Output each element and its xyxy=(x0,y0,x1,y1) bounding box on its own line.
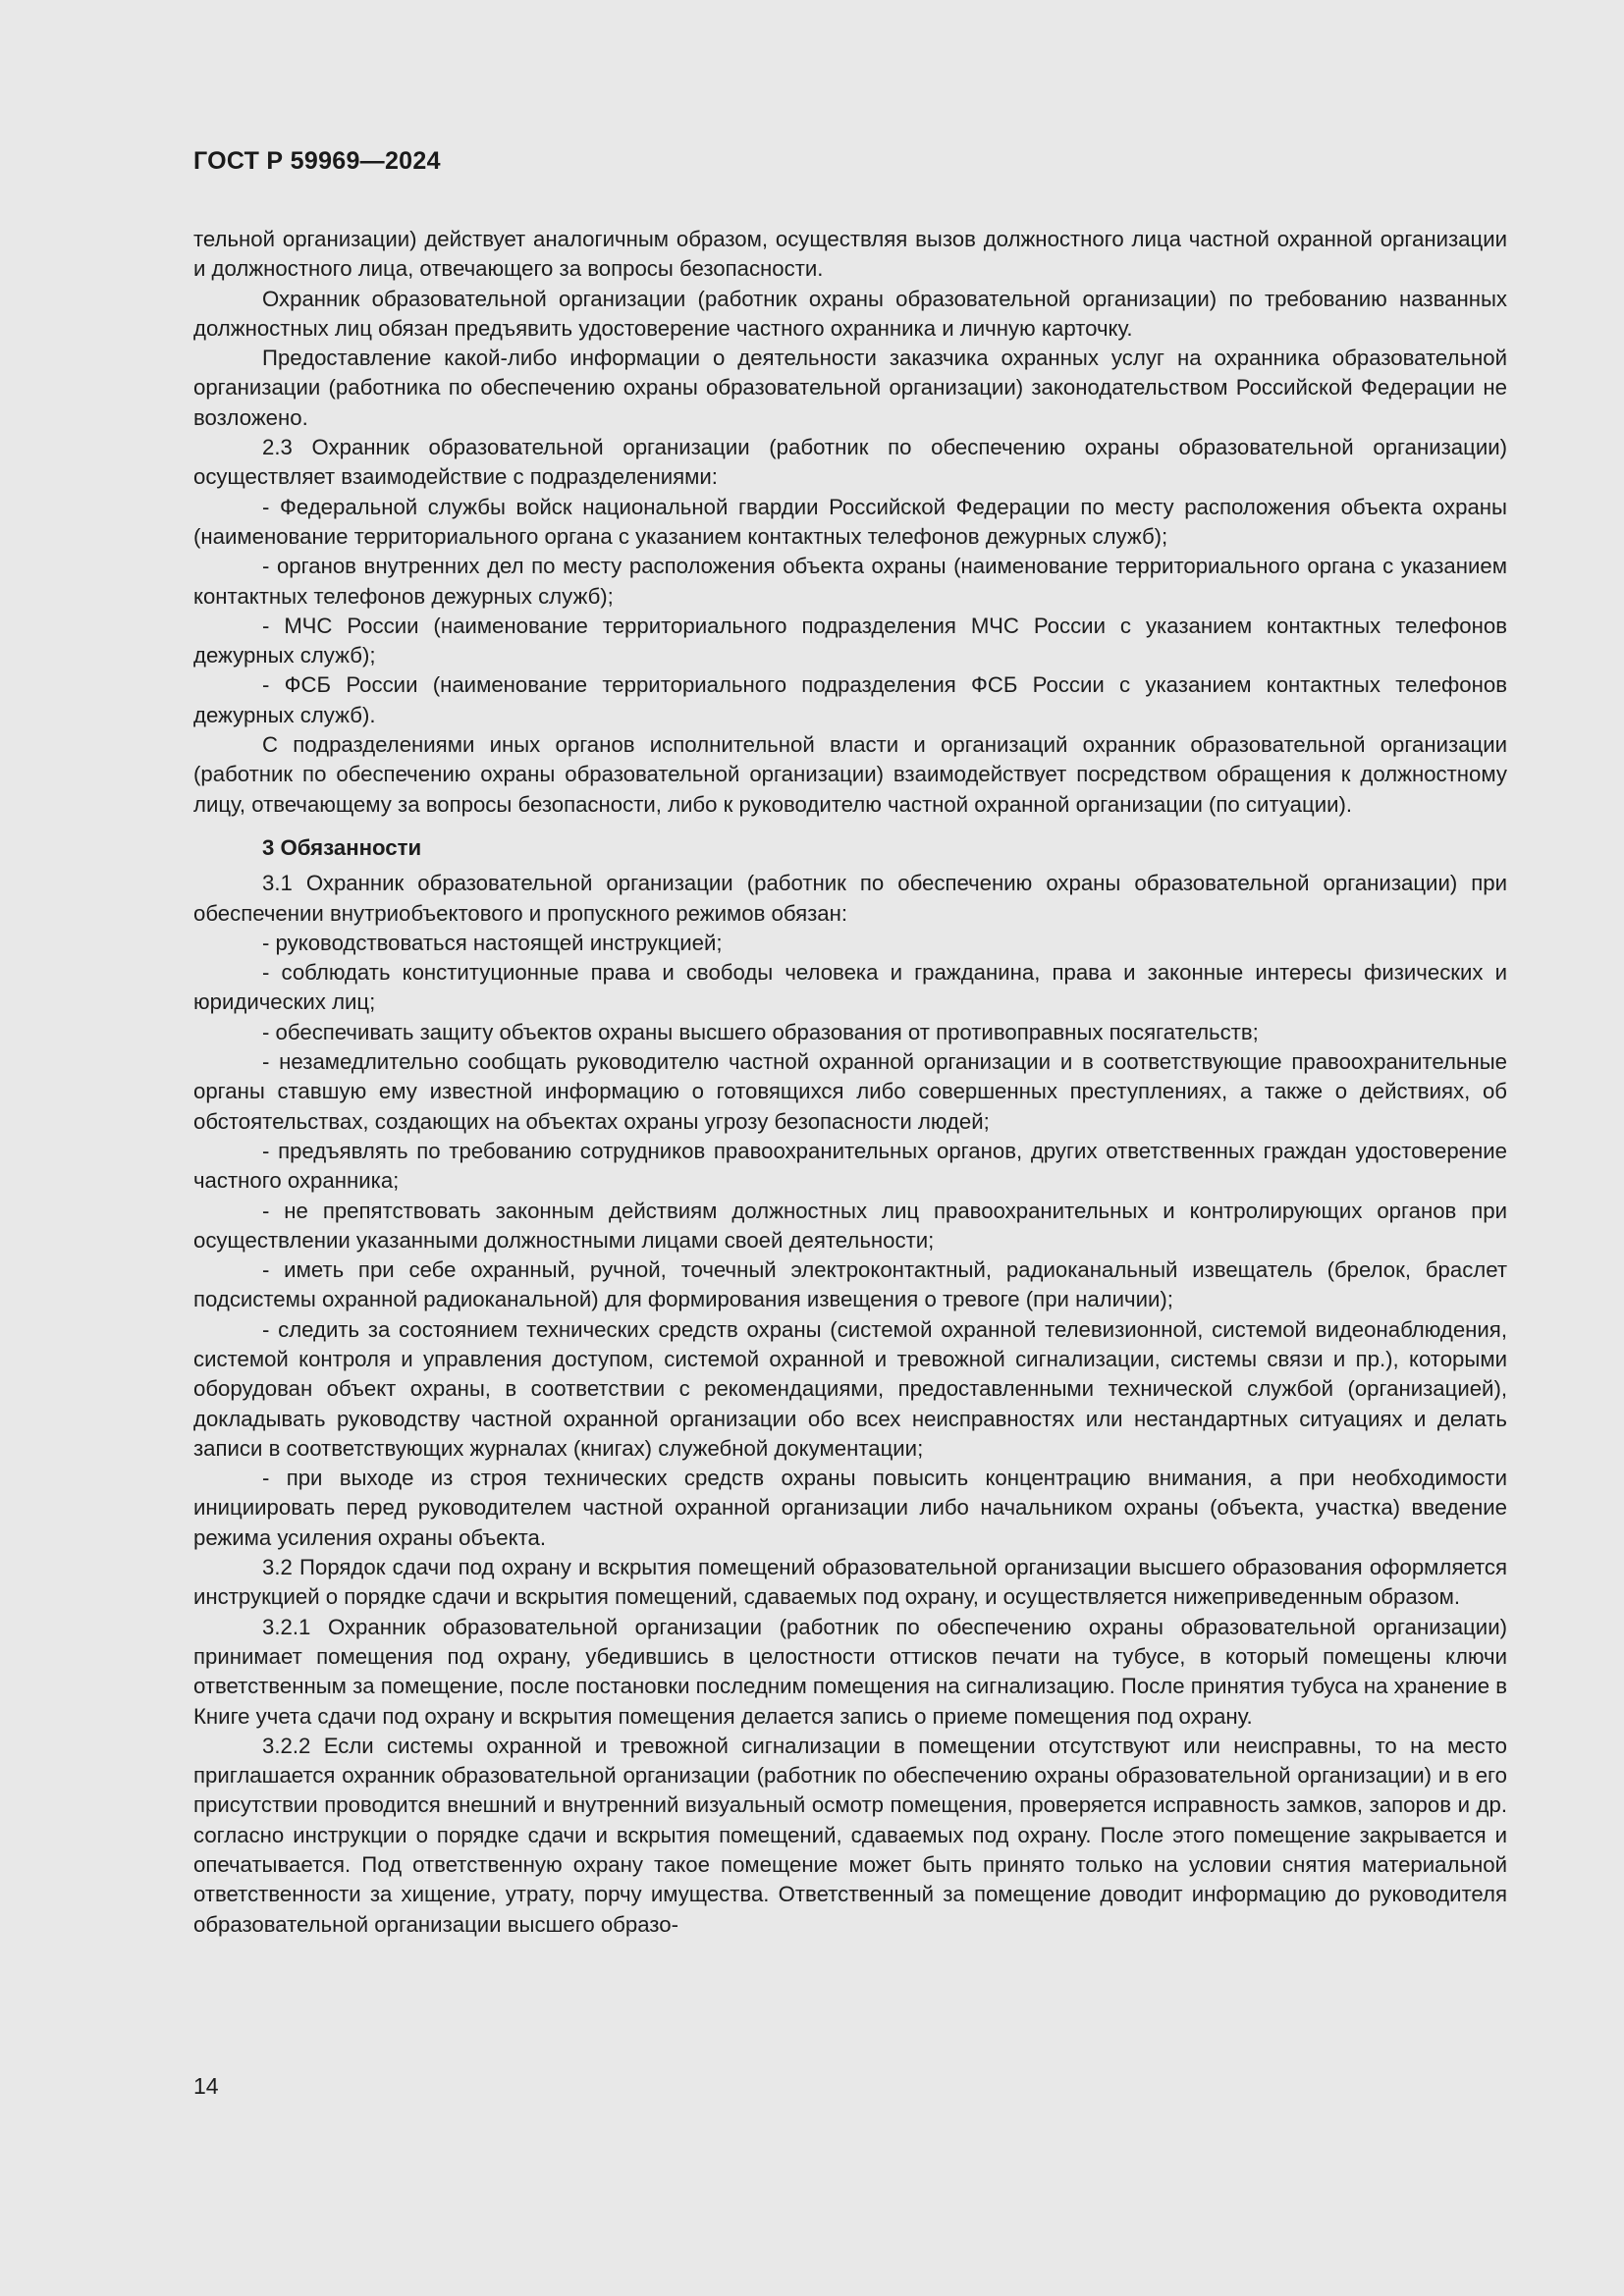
list-item: - Федеральной службы войск национальной гвардии Российской Федерации по месту расположения объекта охраны (наименование территориального органа с указанием контактных телефонов дежурных служб); xyxy=(193,494,1507,549)
section-heading-duties: 3 Обязанности xyxy=(262,834,422,860)
page-number: 14 xyxy=(193,2073,219,2099)
paragraph-clause-3-2-1: 3.2.1 Охранник образовательной организации (работник по обеспечению охраны образовательной организации) принимает помещения под охрану, убедившись в целостности оттисков печати на тубусе, в который помещены ключи ответственным за помещение, после постановки последним помещения на сигнализацию. После принятия тубуса на хранение в Книге учета сдачи под охрану и вскрытия помещения делается запись о приеме помещения под охрану. xyxy=(193,1614,1507,1729)
list-item: - ФСБ России (наименование территориального подразделения ФСБ России с указанием контактных телефонов дежурных служб). xyxy=(193,672,1507,727)
list-item: - не препятствовать законным действиям должностных лиц правоохранительных и контролирующих органов при осуществлении указанными должностными лицами своей деятельности; xyxy=(193,1198,1507,1253)
list-item: - соблюдать конституционные права и свободы человека и гражданина, права и законные интересы физических и юридических лиц; xyxy=(193,960,1507,1015)
list-item: - следить за состоянием технических средств охраны (системой охранной телевизионной, системой видеонаблюдения, системой контроля и управления доступом, системой охранной и тревожной сигнализации, системы связи и пр.), которыми оборудован объект охраны, в соответствии с рекомендациями, предоставленными технической службой (организацией), докладывать руководству частной охранной организации обо всех неисправностях или нестандартных ситуациях и делать записи в соответствующих журналах (книгах) служебной документации; xyxy=(193,1316,1507,1461)
list-item: - обеспечивать защиту объектов охраны высшего образования от противоправных посягательств; xyxy=(262,1019,1259,1044)
paragraph: С подразделениями иных органов исполнительной власти и организаций охранник образовательной организации (работник по обеспечению охраны образовательной организации) взаимодействует посредством обращения к должностному лицу, отвечающему за вопросы безопасности, либо к руководителю частной охранной организации (по ситуации). xyxy=(193,732,1507,817)
paragraph-clause-3-1: 3.1 Охранник образовательной организации (работник по обеспечению охраны образовательной организации) при обеспечении внутриобъектового и пропускного режимов обязан: xyxy=(193,871,1507,926)
list-item: - иметь при себе охранный, ручной, точечный электроконтактный, радиоканальный извещатель (брелок, браслет подсистемы охранной радиоканальной) для формирования извещения о тревоге (при наличии); xyxy=(193,1257,1507,1312)
paragraph-clause-3-2: 3.2 Порядок сдачи под охрану и вскрытия помещений образовательной организации высшего образования оформляется инструкцией о порядке сдачи и вскрытия помещений, сдаваемых под охрану, и осуществляется нижеприведенным образом. xyxy=(193,1555,1507,1610)
document-body xyxy=(193,225,1507,1940)
document-code-header: ГОСТ Р 59969—2024 xyxy=(193,147,441,175)
paragraph-continuation: тельной организации) действует аналогичным образом, осуществляя вызов должностного лица частной охранной организации и должностного лица, отвечающего за вопросы безопасности. xyxy=(193,227,1507,282)
list-item: - МЧС России (наименование территориального подразделения МЧС России с указанием контактных телефонов дежурных служб); xyxy=(193,613,1507,668)
list-item: - при выходе из строя технических средств охраны повысить концентрацию внимания, а при необходимости инициировать перед руководителем частной охранной организации либо начальником охраны (объекта, участка) введение режима усиления охраны объекта. xyxy=(193,1466,1507,1550)
list-item: - органов внутренних дел по месту расположения объекта охраны (наименование территориального органа с указанием контактных телефонов дежурных служб); xyxy=(193,554,1507,609)
list-item: - незамедлительно сообщать руководителю частной охранной организации и в соответствующие правоохранительные органы ставшую ему известной информацию о готовящихся либо совершенных преступлениях, а также о действиях, об обстоятельствах, создающих на объектах охраны угрозу безопасности людей; xyxy=(193,1049,1507,1134)
paragraph: Предоставление какой-либо информации о деятельности заказчика охранных услуг на охранника образовательной организации (работника по обеспечению охраны образовательной организации) законодательством Российской Федерации не возложено. xyxy=(193,346,1507,430)
list-item: - предъявлять по требованию сотрудников правоохранительных органов, других ответственных граждан удостоверение частного охранника; xyxy=(193,1138,1507,1194)
paragraph-clause-2-3: 2.3 Охранник образовательной организации (работник по обеспечению охраны образовательной организации) осуществляет взаимодействие с подразделениями: xyxy=(193,435,1507,490)
paragraph: Охранник образовательной организации (работник охраны образовательной организации) по требованию названных должностных лиц обязан предъявить удостоверение частного охранника и личную карточку. xyxy=(193,286,1507,341)
list-item: - руководствоваться настоящей инструкцией; xyxy=(262,930,723,955)
paragraph-clause-3-2-2: 3.2.2 Если системы охранной и тревожной сигнализации в помещении отсутствуют или неисправны, то на место приглашается охранник образовательной организации (работник по обеспечению охраны образовательной организации) и в его присутствии проводится внешний и внутренний визуальный осмотр помещения, проверяется исправность замков, запоров и др. согласно инструкции о порядке сдачи и вскрытия помещений, сдаваемых под охрану. После этого помещение закрывается и опечатывается. Под ответственную охрану такое помещение может быть принято только на условии снятия материальной ответственности за хищение, утрату, порчу имущества. Ответственный за помещение доводит информацию до руководителя образовательной организации высшего образо- xyxy=(193,1733,1507,1937)
